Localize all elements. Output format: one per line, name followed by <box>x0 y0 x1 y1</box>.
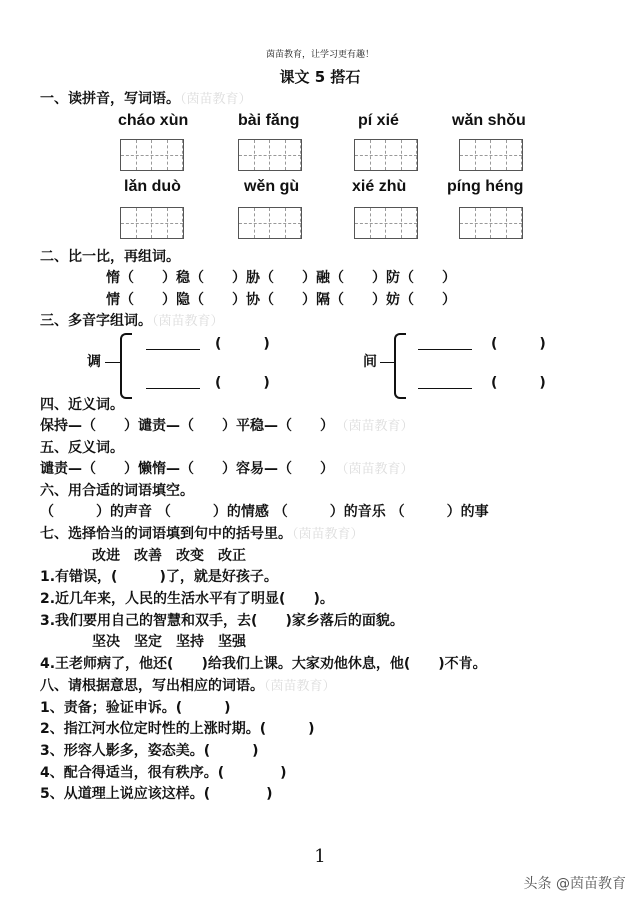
sentence-4: 4.王老师病了，他还( )给我们上课。大家劝他休息，他( )不肯。 <box>40 656 487 672</box>
definition-item: 1、责备；验证申诉。( ) <box>40 700 231 716</box>
writing-grid[interactable] <box>238 139 302 171</box>
answer-blank[interactable] <box>146 388 200 389</box>
bracket <box>394 333 406 399</box>
pinyin-7: xié zhù <box>352 178 407 195</box>
sentence-3: 3.我们要用自己的智慧和双手，去( )家乡落后的面貌。 <box>40 613 404 629</box>
answer-paren: ( ) <box>491 375 546 391</box>
bracket <box>120 333 132 399</box>
definition-item: 3、形容人影多，姿态美。( ) <box>40 743 259 759</box>
definition-item: 5、从道理上说应该这样。( ) <box>40 786 273 802</box>
writing-grid[interactable] <box>120 139 184 171</box>
pinyin-6: wěn gù <box>244 178 300 195</box>
writing-grid[interactable] <box>354 207 418 239</box>
word-choices-2: 坚决 坚定 坚持 坚强 <box>92 634 246 650</box>
sentence-1: 1.有错误，( )了，就是好孩子。 <box>40 569 278 585</box>
pinyin-1: cháo xùn <box>118 112 189 129</box>
pinyin-3: pí xié <box>358 112 399 129</box>
answer-paren: ( ) <box>215 375 270 391</box>
watermark: （茵苗教育） <box>180 92 252 107</box>
definition-item: 4、配合得适当，很有秩序。( ) <box>40 765 287 781</box>
antonym-line: 谴责—（ ）懒惰—（ ）容易—（ ） （茵苗教育） <box>40 461 414 477</box>
watermark: （茵苗教育） <box>342 462 414 477</box>
writing-grid[interactable] <box>120 207 184 239</box>
word-choices-1: 改进 改善 改变 改正 <box>92 548 246 564</box>
pinyin-2: bài fǎng <box>238 112 300 129</box>
connector <box>105 362 120 363</box>
pinyin-5: lǎn duò <box>124 178 181 195</box>
polyphone-char-1: 调 <box>87 354 101 370</box>
watermark: （茵苗教育） <box>342 419 414 434</box>
watermark: （茵苗教育） <box>152 314 224 329</box>
page-header: 茵苗教育，让学习更有趣！ <box>265 50 374 60</box>
writing-grid[interactable] <box>354 139 418 171</box>
section-5-heading: 五、反义词。 <box>40 440 124 456</box>
writing-grid[interactable] <box>238 207 302 239</box>
watermark: （茵苗教育） <box>264 679 336 694</box>
section-6-heading: 六、用合适的词语填空。 <box>40 483 194 499</box>
definition-item: 2、指江河水位定时性的上涨时期。( ) <box>40 721 315 737</box>
compare-line-2: 情（ ）隐（ ）协（ ）隔（ ）妨（ ） <box>106 292 456 308</box>
section-7-heading: 七、选择恰当的词语填到句中的括号里。（茵苗教育） <box>40 526 364 542</box>
compare-line-1: 惰（ ）稳（ ）胁（ ）融（ ）防（ ） <box>106 270 456 286</box>
answer-paren: ( ) <box>215 336 270 352</box>
section-2-heading: 二、比一比，再组词。 <box>40 249 180 265</box>
section-8-heading: 八、请根据意思，写出相应的词语。（茵苗教育） <box>40 678 336 694</box>
pinyin-4: wǎn shǒu <box>452 112 526 129</box>
synonym-line: 保持—（ ）谴责—（ ）平稳—（ ） （茵苗教育） <box>40 418 414 434</box>
page-title: 课文 5 搭石 <box>279 68 361 86</box>
fill-line: （ ）的声音 （ ）的情感 （ ）的音乐 （ ）的事 <box>40 504 489 520</box>
answer-paren: ( ) <box>491 336 546 352</box>
answer-blank[interactable] <box>146 349 200 350</box>
polyphone-char-2: 间 <box>363 354 377 370</box>
answer-blank[interactable] <box>418 349 472 350</box>
section-1-heading: 一、读拼音，写词语。（茵苗教育） <box>40 91 252 107</box>
answer-blank[interactable] <box>418 388 472 389</box>
watermark: （茵苗教育） <box>292 527 364 542</box>
writing-grid[interactable] <box>459 139 523 171</box>
sentence-2: 2.近几年来，人民的生活水平有了明显( )。 <box>40 591 334 607</box>
pinyin-8: píng héng <box>447 178 524 195</box>
page-number: 1 <box>314 846 326 867</box>
writing-grid[interactable] <box>459 207 523 239</box>
section-4-heading: 四、近义词。 <box>40 397 124 413</box>
section-3-heading: 三、多音字组词。（茵苗教育） <box>40 313 224 329</box>
connector <box>380 362 394 363</box>
footer-attribution: 头条 @茵苗教育 <box>523 876 626 892</box>
